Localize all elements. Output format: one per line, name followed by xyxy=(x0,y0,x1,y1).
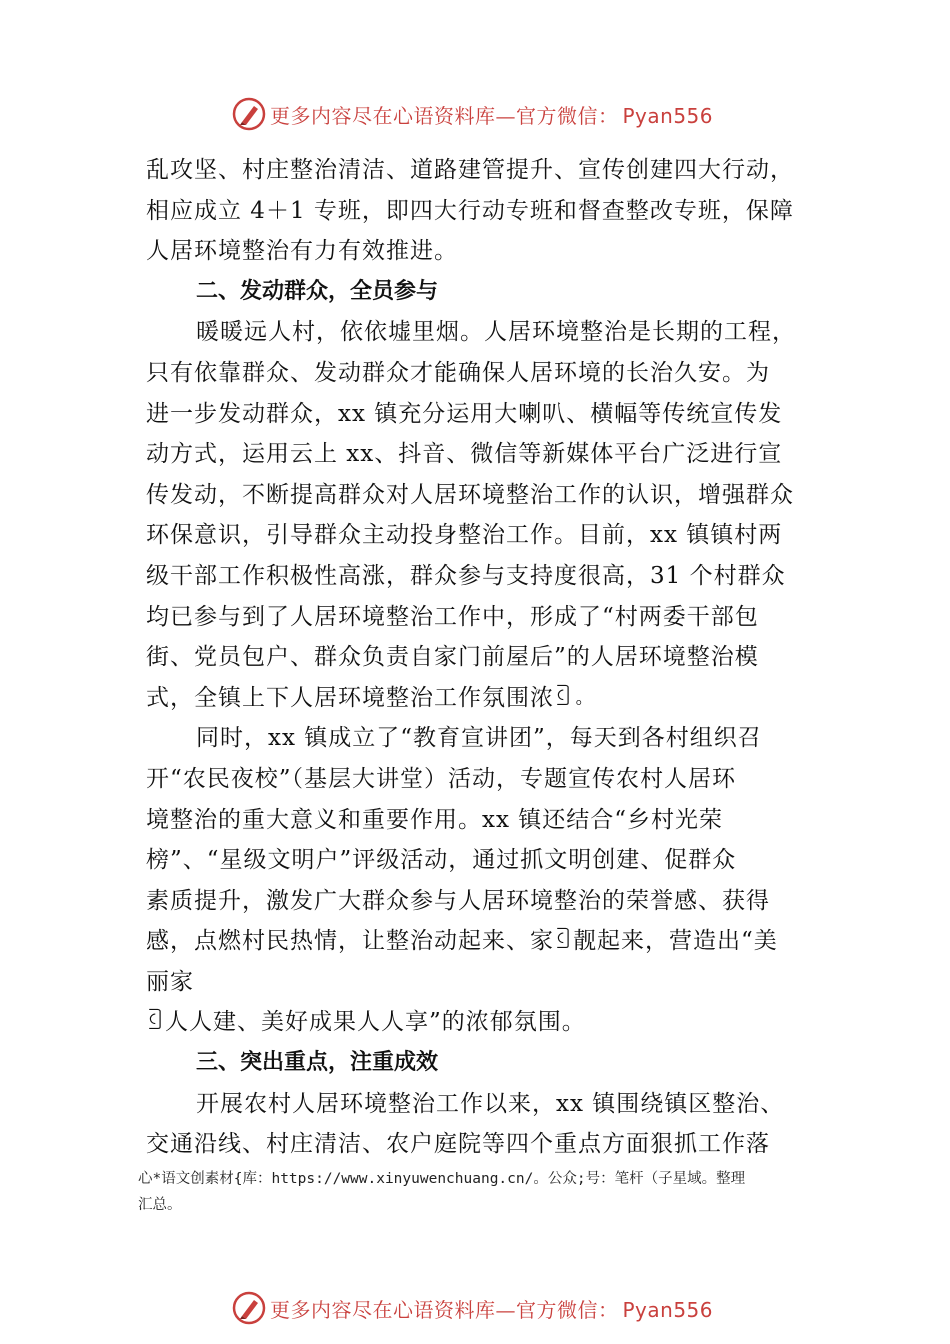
header-watermark xyxy=(232,96,713,132)
body-line: 人居环境整治有力有效推进。 xyxy=(146,238,458,265)
section-heading-3: 三、突出重点，注重成效 xyxy=(196,1050,439,1076)
pen-logo-icon xyxy=(232,97,266,131)
paragraph-line: 交通沿线、村庄清洁、农户庭院等四个重点方面狠抓工作落 xyxy=(146,1131,770,1158)
paragraph-line: 式，全镇上下人居环境整治工作氛围浓ꄡ。 xyxy=(146,684,592,711)
body-line: 乱攻坚、村庄整治清洁、道路建管提升、宣传创建四大行动， xyxy=(146,157,794,183)
watermark-wechat-id: Pyan556 xyxy=(622,103,714,128)
paragraph-line: 感，点燃村民热情，让整治动起来、家ꄡ靓起来，营造出“美 xyxy=(146,928,778,955)
paragraph-line: 同时，xx 镇成立了“教育宣讲团”，每天到各村组织召 xyxy=(196,725,762,752)
paragraph-line: 环保意识，引导群众主动投身整治工作。目前，xx 镇镇村两 xyxy=(146,522,783,549)
watermark-label: 官方微信： xyxy=(516,103,619,128)
watermark-wechat-id: Pyan556 xyxy=(622,1297,714,1322)
paragraph-line: 榜”、“星级文明户”评级活动，通过抓文明创建、促群众 xyxy=(146,847,737,874)
paragraph-line: 级干部工作积极性高涨，群众参与支持度很高，31 个村群众 xyxy=(146,562,786,589)
source-note-line: 汇总。 xyxy=(138,1197,182,1213)
paragraph-line: 素质提升，激发广大群众参与人居环境整治的荣誉感、获得 xyxy=(146,887,770,914)
footer-watermark xyxy=(232,1290,713,1326)
pen-logo-icon xyxy=(232,1291,266,1325)
watermark-text xyxy=(270,100,713,129)
paragraph-line: 街、党员包户、群众负责自家门前屋后”的人居环境整治模 xyxy=(146,644,759,671)
section-heading-2: 二、发动群众，全员参与 xyxy=(196,278,439,304)
watermark-dash: — xyxy=(495,1297,516,1322)
document-body xyxy=(146,150,806,1165)
watermark-text xyxy=(270,1294,713,1323)
paragraph-line: 丽家 xyxy=(146,968,194,995)
watermark-dash: — xyxy=(495,103,516,128)
watermark-prefix: 更多内容尽在心语资料库 xyxy=(270,1297,496,1322)
body-line: 相应成立 4＋1 专班，即四大行动专班和督查整改专班，保障 xyxy=(146,197,794,224)
paragraph-line: 动方式，运用云上 xx、抖音、微信等新媒体平台广泛进行宣 xyxy=(146,441,783,468)
paragraph-line: 开展农村人居环境整治工作以来，xx 镇围绕镇区整治、 xyxy=(196,1090,785,1117)
paragraph-line: 开“农民夜校”（基层大讲堂）活动，专题宣传农村人居环 xyxy=(146,765,737,792)
watermark-label: 官方微信： xyxy=(516,1297,619,1322)
source-note xyxy=(138,1166,828,1218)
paragraph-line: 境整治的重大意义和重要作用。xx 镇还结合“乡村光荣 xyxy=(146,806,724,833)
paragraph-line: 均已参与到了人居环境整治工作中，形成了“村两委干部包 xyxy=(146,603,759,630)
paragraph-line: 只有依靠群众、发动群众才能确保人居环境的长治久安。为 xyxy=(146,359,770,386)
paragraph-line: 进一步发动群众，xx 镇充分运用大喇叭、横幅等传统宣传发 xyxy=(146,400,783,427)
paragraph-line: 暖暖远人村，依依墟里烟。人居环境整治是长期的工程， xyxy=(196,319,796,346)
paragraph-line: 传发动，不断提高群众对人居环境整治工作的认识，增强群众 xyxy=(146,481,794,508)
source-note-line: 心*语文创素材{库：https://www.xinyuwenchuang.cn/。公众;号：笔杆（子星域。整理 xyxy=(138,1171,746,1187)
paragraph-line: ꄡ人人建、美好成果人人享”的浓郁氛围。 xyxy=(146,1009,586,1036)
watermark-prefix: 更多内容尽在心语资料库 xyxy=(270,103,496,128)
